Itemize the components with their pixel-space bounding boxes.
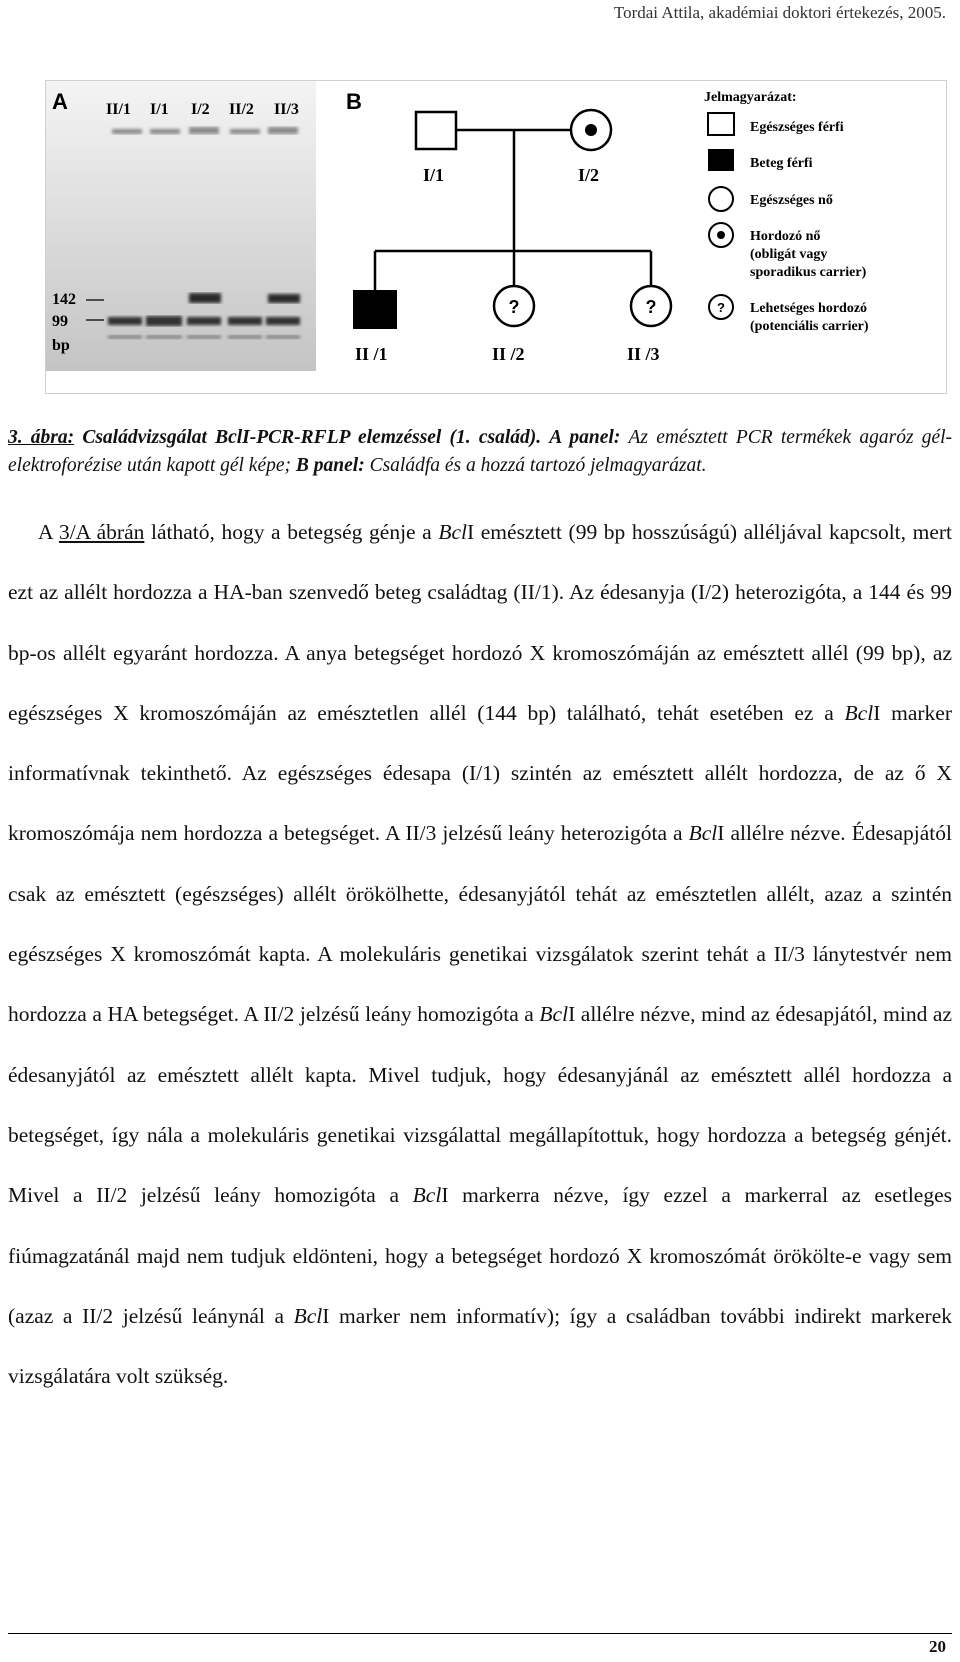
bcl-term: Bcl <box>293 1303 323 1328</box>
caption-label: 3. ábra: <box>8 427 75 448</box>
figure-3 <box>45 80 947 394</box>
footer-rule <box>8 1633 952 1634</box>
gel-99bp-bands <box>108 316 300 326</box>
caption-title: Családvizsgálat BclI-PCR-RFLP elemzéssel (1. család). <box>82 427 542 448</box>
legend-label: (potenciális carrier) <box>750 319 869 334</box>
pedigree-panel <box>346 89 671 364</box>
panel-a-label: A <box>52 89 68 114</box>
bcl-term: Bcl <box>438 520 467 544</box>
legend-label: Egészséges férfi <box>750 120 844 135</box>
legend <box>704 90 869 334</box>
question-mark: ? <box>508 297 520 317</box>
size-marker-unit: bp <box>52 337 70 354</box>
bcl-term: Bcl <box>844 700 874 725</box>
pedigree-label-I2: I/2 <box>578 165 600 185</box>
lane-label: II/3 <box>274 101 299 118</box>
figure-caption <box>8 424 952 480</box>
body-paragraph: A 3/A ábrán látható, hogy a betegség génje a BclI emésztett (99 bp hosszúságú) alléljával kapcsolt, mert ezt az allélt hordozza a HA-ban szenvedő beteg családtag (II/1). Az édesanyja (I/2) heterozigóta, a 144 és 99 bp-os allélt egyaránt hordozza. A anya betegséget hordozó X kromoszómáján az emésztett allél (99 bp), az egészséges X kromoszómáján az emésztetlen allél (144 bp) található, tehát esetében ez a BclI marker informatívnak tekinthető. Az egészséges édesapa (I/1) szintén az emésztett allélt hordozza, de az ő X kromoszómája nem hordozza a betegséget. A II/3 jelzésű leány heterozigóta a BclI allélre nézve. Édesapjától csak az emésztett (egészséges) allélt örökölhette, édesanyjától tehát az emésztetlen allélt, azaz a szintén egészséges X kromoszómát kapta. A molekuláris genetikai vizsgálatok szerint tehát a II/3 lánytestvér nem hordozza a HA betegséget. A II/2 jelzésű leány homozigóta a BclI allélre nézve, mind az édesapjától, mind az édesanyjától az emésztett allélt kapta. Mivel tudjuk, hogy édesanyjánál az emésztett allél hordozza a betegséget, így nála a molekuláris genetikai vizsgálattal megállapítottuk, hogy hordozza a betegség génjét. Mivel a II/2 jelzésű leány homozigóta a BclI markerra nézve, így ezzel a markerral az esetleges fiúmagzatánál majd nem tudjuk eldönteni, hogy a betegséget hordozó X kromoszómát örökölte-e vagy sem (azaz a II/2 jelzésű leánynál a BclI marker nem informatív); így a családban további indirekt markerek vizsgálatára volt szükség. <box>8 520 953 1389</box>
size-marker-99: 99 <box>52 313 68 330</box>
legend-title: Jelmagyarázat: <box>704 90 797 105</box>
empty-circle-icon <box>709 187 733 211</box>
figure-reference: 3/A ábrán <box>58 520 145 544</box>
pedigree-II1-affected-square <box>354 291 396 328</box>
pedigree-I1-square <box>416 112 456 149</box>
lane-label: II/2 <box>229 101 254 118</box>
size-marker-142: 142 <box>52 291 76 308</box>
question-mark: ? <box>717 300 725 315</box>
lane-label: I/2 <box>191 101 210 118</box>
legend-label: sporadikus carrier) <box>750 265 867 280</box>
filled-square-icon <box>708 149 734 171</box>
bcl-term: Bcl <box>412 1183 442 1208</box>
bcl-term: Bcl <box>539 1002 569 1027</box>
question-mark: ? <box>645 297 657 317</box>
caption-panel-b-label: B panel: <box>295 455 365 476</box>
pedigree-label-II1: II /1 <box>355 344 388 364</box>
lane-label: I/1 <box>150 101 169 118</box>
bcl-term: Bcl <box>688 821 718 846</box>
pedigree-label-II2: II /2 <box>492 344 525 364</box>
caption-panel-b-text: Családfa és a hozzá tartozó jelmagyarázat. <box>369 455 707 476</box>
legend-label: Egészséges nő <box>750 193 833 208</box>
empty-square-icon <box>708 113 734 135</box>
pedigree-label-I1: I/1 <box>423 165 445 185</box>
caption-panel-a-label: A panel: <box>549 427 621 448</box>
body-text <box>8 502 952 1406</box>
page-number: 20 <box>929 1637 946 1656</box>
lane-label: II/1 <box>106 101 131 118</box>
pedigree-label-II3: II /3 <box>627 344 660 364</box>
legend-label: Beteg férfi <box>750 156 813 171</box>
legend-label: Lehetséges hordozó <box>750 301 868 316</box>
gel-panel <box>46 81 316 371</box>
caption-panel-a-text: Az emésztett PCR termékek agaróz gél-elektroforézise után kapott gél képe; <box>8 427 953 476</box>
legend-label: (obligát vagy <box>750 247 828 262</box>
panel-b-label: B <box>346 89 362 114</box>
legend-label: Hordozó nő <box>750 229 821 244</box>
running-header: Tordai Attila, akadémiai doktori értekezés, 2005. <box>613 3 946 22</box>
